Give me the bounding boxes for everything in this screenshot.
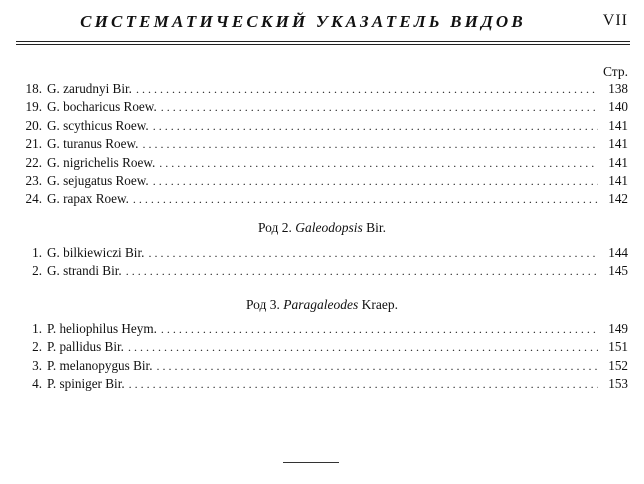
genus-prefix: Род 3. — [245, 297, 280, 312]
page-ref: 152 — [608, 357, 628, 373]
dot-leader — [157, 357, 598, 375]
list-item — [18, 375, 628, 393]
dot-leader — [136, 80, 598, 98]
species-name: G. zarudnyi Bir. — [47, 81, 132, 96]
list-item — [18, 154, 628, 172]
entry-number: 21. — [25, 136, 42, 152]
entry-number: 4. — [32, 376, 42, 392]
entry-number: 1. — [32, 321, 42, 336]
entry-number: 3. — [32, 357, 42, 373]
species-name: P. heliophilus Heym. — [47, 321, 157, 336]
genus-name: Paragaleodes — [283, 297, 359, 312]
list-item — [18, 244, 628, 262]
dot-leader — [159, 154, 598, 172]
genus-author: Kraep. — [361, 297, 398, 312]
dot-leader — [161, 98, 598, 116]
species-name: G. turanus Roew. — [47, 136, 139, 152]
page-ref: 141 — [608, 172, 628, 188]
running-title: СИСТЕМАТИЧЕСКИЙ УКАЗАТЕЛЬ ВИДОВ — [80, 12, 526, 31]
species-list-galeodopsis — [18, 244, 628, 281]
page-ref: 142 — [608, 191, 628, 207]
entry-number: 19. — [25, 99, 42, 115]
entry-number: 1. — [32, 245, 42, 260]
page-number: VII — [602, 12, 628, 29]
list-item — [18, 172, 628, 190]
species-name: P. pallidus Bir. — [47, 339, 124, 355]
list-item — [18, 98, 628, 116]
dot-leader — [129, 375, 598, 393]
species-name: G. nigrichelis Roew. — [47, 154, 156, 170]
page-ref: 144 — [608, 245, 628, 260]
species-list-paragaleodes — [18, 320, 628, 394]
genus-heading-galeodopsis — [0, 220, 644, 236]
page-ref: 141 — [608, 154, 628, 170]
dot-leader — [153, 117, 598, 135]
list-item — [18, 190, 628, 208]
genus-prefix: Род 2. — [257, 220, 292, 235]
entry-number: 20. — [25, 117, 42, 133]
species-name: G. sejugatus Roew. — [47, 172, 149, 188]
dot-leader — [161, 320, 598, 338]
entry-number: 22. — [25, 154, 42, 170]
list-item — [18, 320, 628, 338]
genus-heading-paragaleodes — [0, 297, 644, 313]
entry-number: 24. — [25, 191, 42, 207]
species-name: G. rapax Roew. — [47, 191, 129, 207]
page-ref: 141 — [608, 136, 628, 152]
species-list-genus-1 — [18, 80, 628, 209]
page-ref: 140 — [608, 99, 628, 115]
species-name: P. spiniger Bir. — [47, 376, 125, 392]
entry-number: 2. — [32, 339, 42, 355]
list-item — [18, 117, 628, 135]
dot-leader — [128, 338, 598, 356]
page-ref: 151 — [608, 339, 628, 355]
dot-leader — [142, 135, 598, 153]
dot-leader — [148, 244, 598, 262]
page-ref: 153 — [608, 376, 628, 392]
list-item — [18, 262, 628, 280]
end-rule — [283, 462, 339, 463]
list-item — [18, 135, 628, 153]
page-ref: 145 — [608, 263, 628, 279]
species-name: G. scythicus Roew. — [47, 117, 149, 133]
genus-name: Galeodopsis — [295, 220, 363, 235]
running-header — [16, 8, 630, 38]
dot-leader — [153, 172, 598, 190]
page-ref: 149 — [608, 321, 628, 336]
page-ref: 138 — [608, 81, 628, 96]
dot-leader — [133, 190, 598, 208]
entry-number: 18. — [25, 81, 42, 96]
header-rule — [16, 41, 630, 45]
dot-leader — [126, 262, 598, 280]
list-item — [18, 80, 628, 98]
list-item — [18, 357, 628, 375]
genus-author: Bir. — [366, 220, 387, 235]
species-name: G. strandi Bir. — [47, 263, 122, 279]
page-column-header: Стр. — [602, 64, 628, 79]
list-item — [18, 338, 628, 356]
species-name: G. bilkiewiczi Bir. — [47, 245, 145, 260]
entry-number: 2. — [32, 263, 42, 279]
species-name: G. bocharicus Roew. — [47, 99, 157, 115]
species-name: P. melanopygus Bir. — [47, 357, 153, 373]
page-ref: 141 — [608, 117, 628, 133]
entry-number: 23. — [25, 172, 42, 188]
